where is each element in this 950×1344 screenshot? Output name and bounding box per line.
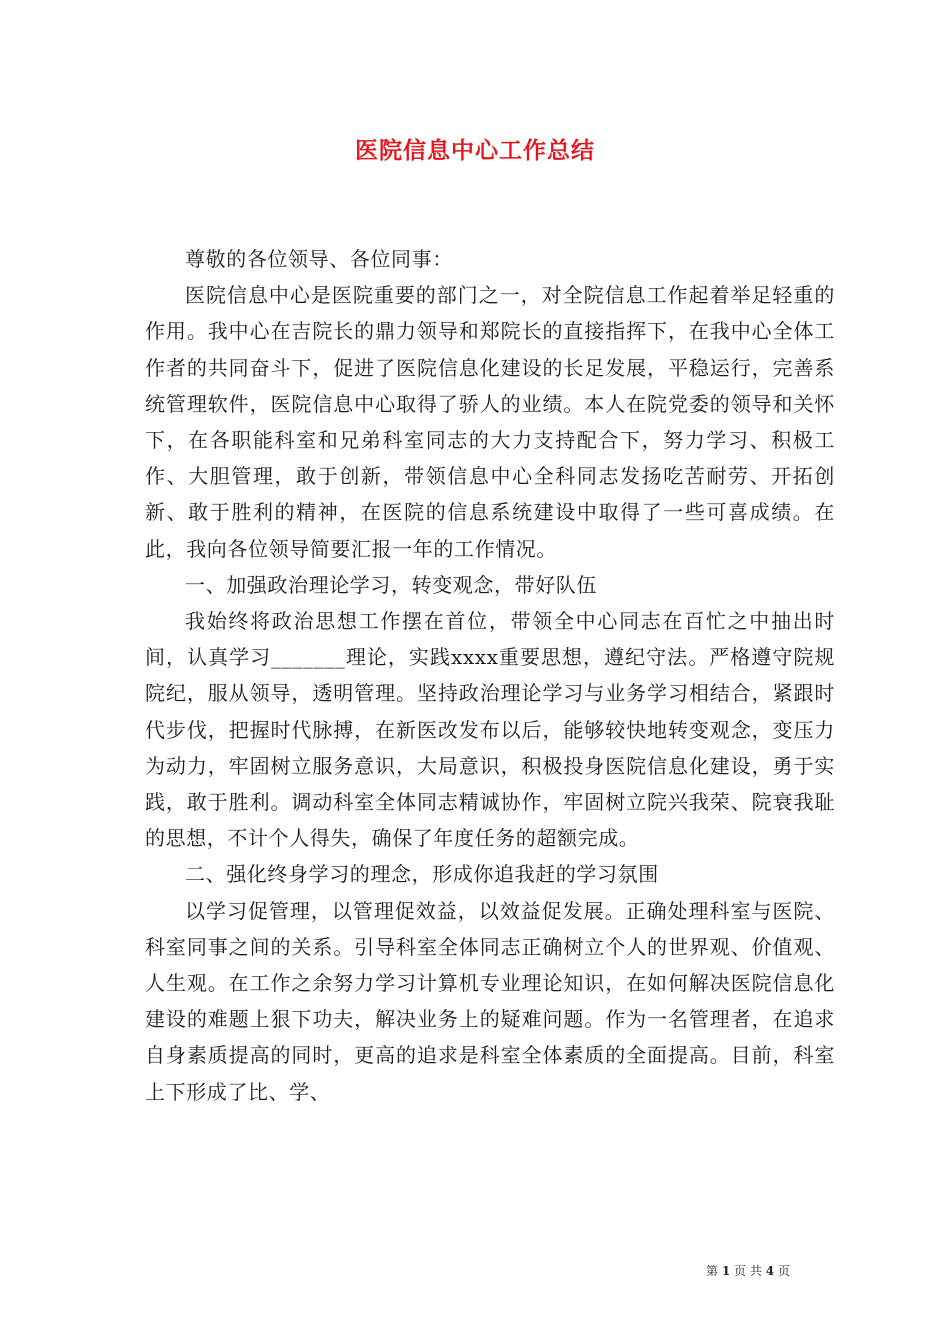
footer-middle: 页 共	[734, 1264, 762, 1278]
salutation-paragraph: 尊敬的各位领导、各位同事：	[185, 247, 453, 271]
footer-prefix: 第	[706, 1264, 719, 1278]
document-body	[145, 241, 835, 1110]
section-2-paragraph: 以学习促管理，以管理促效益，以效益促发展。正确处理科室与医院、科室同事之间的关系。引导科室全体同志正确树立个人的世界观、价值观、人生观。在工作之余努力学习计算机专业理论知识，在如何解决医院信息化建设的难题上狠下功夫，解决业务上的疑难问题。作为一名管理者，在追求自身素质提高的同时，更高的追求是科室全体素质的全面提高。目前，科室上下形成了比、学、	[145, 898, 835, 1104]
intro-paragraph: 医院信息中心是医院重要的部门之一，对全院信息工作起着举足轻重的作用。我中心在吉院长的鼎力领导和郑院长的直接指挥下，在我中心全体工作者的共同奋斗下，促进了医院信息化建设的长足发展，平稳运行，完善系统管理软件，医院信息中心取得了骄人的业绩。本人在院党委的领导和关怀下，在各职能科室和兄弟科室同志的大力支持配合下，努力学习、积极工作、大胆管理，敢于创新，带领信息中心全科同志发扬吃苦耐劳、开拓创新、敢于胜利的精神，在医院的信息系统建设中取得了一些可喜成绩。在此，我向各位领导简要汇报一年的工作情况。	[145, 283, 835, 561]
page-number-footer	[706, 1262, 790, 1279]
section-heading-2: 二、强化终身学习的理念，形成你追我赶的学习氛围	[185, 862, 659, 887]
section-1-paragraph: 我始终将政治思想工作摆在首位，带领全中心同志在百忙之中抽出时间，认真学习_______理论，实践xxxx重要思想，遵纪守法。严格遵守院规院纪，服从领导，透明管理。坚持政治理论学习与业务学习相结合，紧跟时代步伐，把握时代脉搏，在新医改发布以后，能够较快地转变观念，变压力为动力，牢固树立服务意识，大局意识，积极投身医院信息化建设，勇于实践，敢于胜利。调动科室全体同志精诚协作，牢固树立院兴我荣、院衰我耻的思想，不计个人得失，确保了年度任务的超额完成。	[145, 609, 835, 851]
footer-total-pages: 4	[765, 1264, 775, 1278]
section-heading-1: 一、加强政治理论学习，转变观念，带好队伍	[185, 572, 597, 597]
page-title: 医院信息中心工作总结	[355, 137, 595, 164]
footer-current-page: 1	[721, 1264, 731, 1278]
footer-suffix: 页	[777, 1264, 790, 1278]
